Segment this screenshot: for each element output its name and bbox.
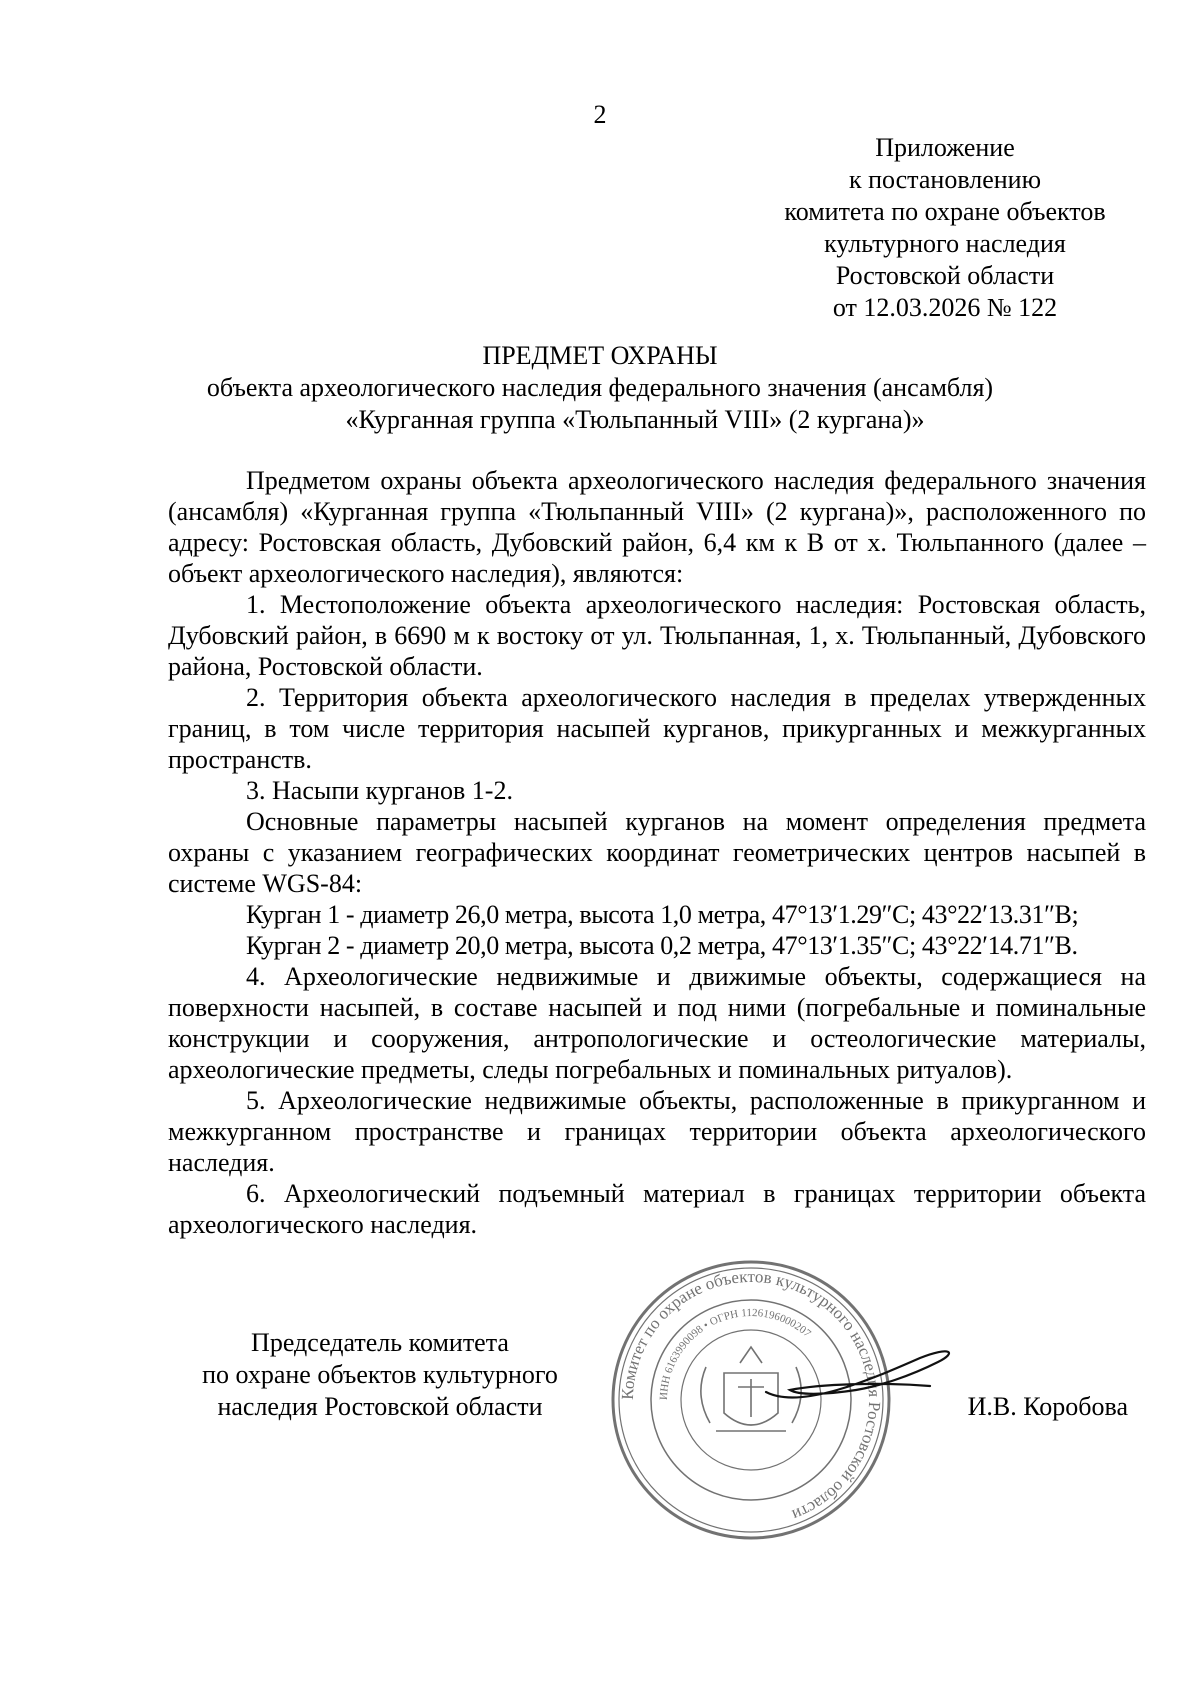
- document-title: ПРЕДМЕТ ОХРАНЫ: [482, 341, 718, 370]
- seal-outer-text: Комитет по охране объектов культурного наследия Ростовской области: [617, 1266, 885, 1525]
- intro-paragraph: Предметом охраны объекта археологического наследия федерального значения (ансамбля) «Курганная группа «Тюльпанный VIII» (2 кургана)», расположенного по адресу: Ростовская область, Дубовский район, 6,4 км к В от х. Тюльпанного (далее – объект археологического наследия), являются:: [168, 466, 1146, 588]
- appendix-block: [745, 132, 1145, 324]
- appendix-line: Приложение: [875, 133, 1015, 162]
- position-line: Председатель комитета: [251, 1328, 509, 1357]
- document-subtitle: объекта археологического наследия федерального значения (ансамбля): [206, 373, 994, 402]
- signatory-name: И.В. Коробова: [967, 1392, 1128, 1421]
- appendix-date-number: от 12.03.2026 № 122: [832, 293, 1058, 322]
- position-line: наследия Ростовской области: [217, 1392, 543, 1421]
- item-mounds: 3. Насыпи курганов 1-2.: [246, 776, 513, 805]
- item-surface-material: 6. Археологический подъемный материал в границах территории объекта археологического наследия.: [168, 1179, 1146, 1239]
- appendix-line: культурного наследия: [824, 229, 1066, 258]
- document-body: [168, 465, 1146, 1240]
- appendix-line: комитета по охране объектов: [784, 197, 1106, 226]
- mound-2-coordinates: Курган 2 - диаметр 20,0 метра, высота 0,2 метра, 47°13′1.35″С; 43°22′14.71″В.: [246, 931, 1078, 960]
- appendix-line: к постановлению: [848, 165, 1042, 194]
- mound-parameters-intro: Основные параметры насыпей курганов на момент определения предмета охраны с указанием географических координат геометрических центров насыпей в системе WGS-84:: [168, 807, 1146, 898]
- seal-inner-text: ИНН 6163990098 • ОГРН 1126196000207: [657, 1306, 814, 1401]
- item-archaeological-objects: 4. Археологические недвижимые и движимые объекты, содержащиеся на поверхности насыпей, в составе насыпей и под ними (погребальные и поминальные конструкции и сооружения, антропологические и остеологические материалы, археологические предметы, следы погребальных и поминальных ритуалов).: [168, 962, 1146, 1084]
- item-location: 1. Местоположение объекта археологического наследия: Ростовская область, Дубовский район, в 6690 м к востоку от ул. Тюльпанная, 1, х. Тюльпанный, Дубовского района, Ростовской области.: [168, 590, 1146, 681]
- item-territory: 2. Территория объекта археологического наследия в пределах утвержденных границ, в том числе территория насыпей курганов, прикурганных и межкурганных пространств.: [168, 683, 1146, 774]
- page-number: 2: [593, 100, 607, 129]
- document-subtitle: «Курганная группа «Тюльпанный VIII» (2 кургана)»: [345, 405, 925, 434]
- mound-1-coordinates: Курган 1 - диаметр 26,0 метра, высота 1,0 метра, 47°13′1.29″С; 43°22′13.31″В;: [246, 900, 1079, 929]
- signatory-position: [170, 1327, 590, 1423]
- document-heading: [0, 340, 1200, 436]
- position-line: по охране объектов культурного: [202, 1360, 558, 1389]
- appendix-line: Ростовской области: [835, 261, 1055, 290]
- handwritten-signature: [760, 1340, 960, 1420]
- item-immovable-objects: 5. Археологические недвижимые объекты, расположенные в прикурганном и межкурганном пространстве и границах территории объекта археологического наследия.: [168, 1086, 1146, 1177]
